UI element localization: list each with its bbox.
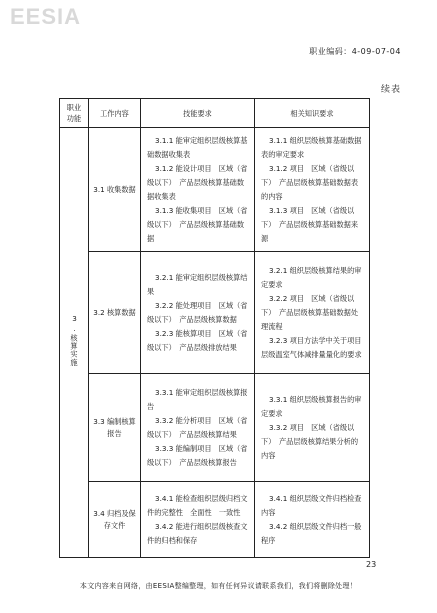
work-content-cell: 3.2 核算数据	[89, 252, 141, 374]
knowledge-item: 3.1.2 项目 区域（省级以下） 产品层级核算基础数据表的内容	[261, 163, 359, 201]
knowledge-item: 3.2.3 项目方法学中关于项目层级温室气体减排量量化的要求	[261, 335, 362, 359]
function-category-cell	[60, 128, 89, 558]
eesia-watermark-logo: EESIA	[10, 4, 82, 29]
work-content-cell: 3.1 收集数据	[89, 128, 141, 252]
work-content-cell: 3.3 编制核算报告	[89, 374, 141, 482]
knowledge-item: 3.3.1 组织层级核算报告的审定要求	[261, 394, 362, 418]
skill-item: 3.1.2 能设计项目 区域（省级以下） 产品层级核算基础数据收集表	[147, 163, 248, 201]
skill-requirements-cell	[141, 128, 255, 252]
table-row	[60, 128, 370, 252]
skill-requirements-cell	[141, 252, 255, 374]
skill-requirements-cell	[141, 374, 255, 482]
skill-item: 3.4.2 能进行组织层级核查文件的归档和保存	[147, 521, 248, 545]
knowledge-requirements-cell	[255, 252, 370, 374]
skill-item: 3.4.1 能检查组织层级归档文件的完整性 全面性 一致性	[147, 493, 248, 517]
skill-item: 3.1.3 能收集项目 区域（省级以下） 产品层级核算基础数据	[147, 205, 248, 243]
knowledge-item: 3.1.3 项目 区域（省级以下） 产品层级核算基础数据来源	[261, 205, 359, 243]
table-header-row	[60, 99, 370, 128]
table-row	[60, 252, 370, 374]
knowledge-item: 3.2.2 项目 区域（省级以下） 产品层级核算基础数据处理流程	[261, 293, 359, 331]
knowledge-item: 3.1.1 组织层级核算基础数据表的审定要求	[261, 135, 362, 159]
work-content-cell: 3.4 归档及保存文件	[89, 482, 141, 558]
knowledge-requirements-cell	[255, 482, 370, 558]
occupation-code: 职业编码：4-09-07-04	[309, 47, 401, 56]
continued-label: 续表	[380, 85, 401, 95]
skill-item: 3.3.3 能编制项目 区域（省级以下） 产品层级核算报告	[147, 443, 248, 467]
knowledge-requirements-cell	[255, 128, 370, 252]
skill-item: 3.2.3 能核算项目 区域（省级以下） 产品层级排放结果	[147, 328, 248, 352]
knowledge-requirements-cell	[255, 374, 370, 482]
knowledge-item: 3.2.1 组织层级核算结果的审定要求	[261, 265, 362, 289]
header-knowledge-requirements: 相关知识要求	[255, 99, 370, 128]
knowledge-item: 3.4.2 组织层级文件归档一般程序	[261, 521, 362, 545]
knowledge-item: 3.3.2 项目 区域（省级以下） 产品层级核算结果分析的内容	[261, 422, 359, 460]
page-number: 23	[366, 560, 377, 569]
skill-item: 3.2.2 能处理项目 区域（省级以下） 产品层级核算数据	[147, 300, 248, 324]
skill-item: 3.3.2 能分析项目 区域（省级以下） 产品层级核算结果	[147, 415, 248, 439]
header-function: 职业 功能	[60, 99, 89, 128]
skill-requirements-cell	[141, 482, 255, 558]
skill-item: 3.2.1 能审定组织层级核算结果	[147, 272, 248, 296]
footer-disclaimer: 本文内容来自网络，由EESIA整编整理，如有任何异议请联系我们，我们将删除处理！	[79, 582, 358, 590]
header-work-content: 工作内容	[89, 99, 141, 128]
header-skill-requirements: 技能要求	[141, 99, 255, 128]
table-row	[60, 374, 370, 482]
function-category-label: 3.核算实施	[70, 313, 79, 367]
table-row	[60, 482, 370, 558]
skill-item: 3.3.1 能审定组织层级核算报告	[147, 387, 248, 411]
knowledge-item: 3.4.1 组织层级文件归档检查内容	[261, 493, 362, 517]
skill-item: 3.1.1 能审定组织层级核算基础数据收集表	[147, 135, 248, 159]
skills-requirements-table	[59, 98, 370, 558]
